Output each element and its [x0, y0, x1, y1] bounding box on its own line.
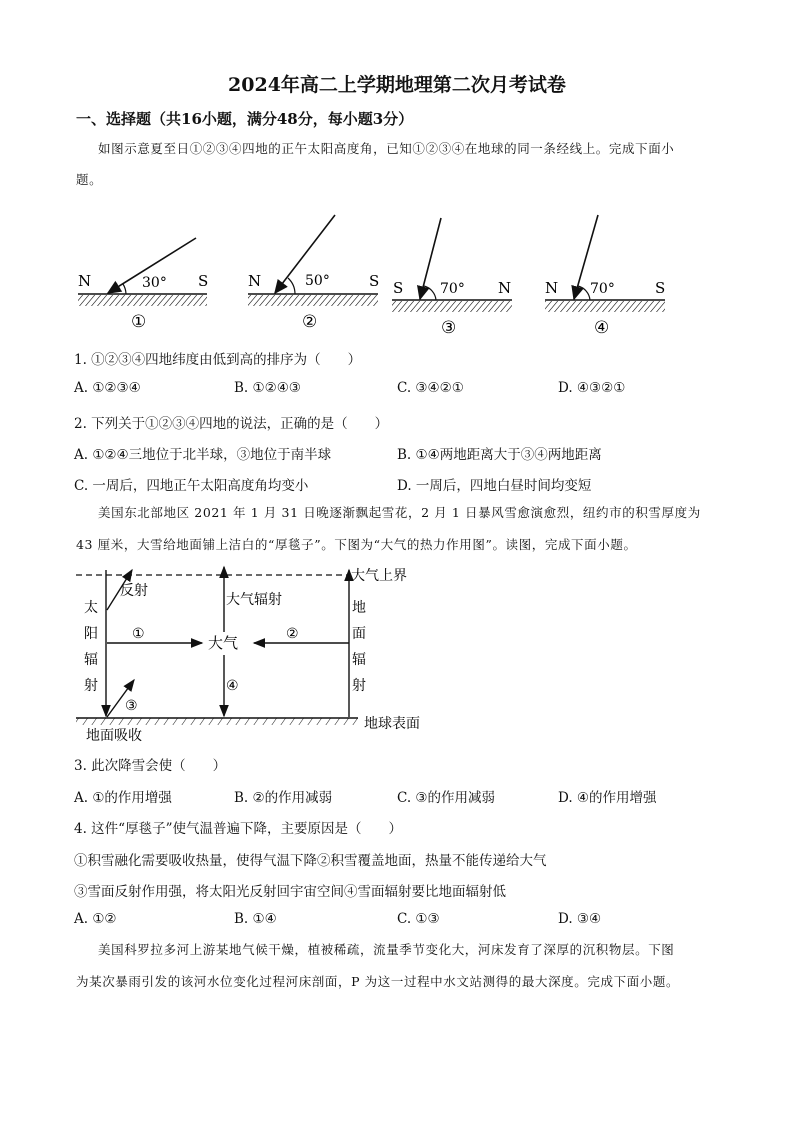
- ground-radiation-char: 地: [352, 600, 366, 616]
- intro-paragraph-3-line-2: 为某次暴雨引发的该河水位变化过程河床剖面，P 为这一过程中水文站测得的最大深度。完成下面小题。: [76, 974, 680, 989]
- angle-label: 50°: [305, 273, 330, 289]
- diagram-number: ②: [302, 312, 318, 332]
- exam-title: 2024年高二上学期地理第二次月考试卷: [228, 74, 566, 96]
- question-1-option-c[interactable]: C. ③④②①: [397, 380, 464, 396]
- atmospheric-radiation-label: 大气辐射: [226, 592, 282, 608]
- question-3-option-b[interactable]: B. ②的作用减弱: [234, 790, 333, 806]
- diagram-number: ①: [131, 312, 147, 332]
- question-3-option-d[interactable]: D. ④的作用增强: [558, 790, 657, 806]
- intro-paragraph-2-line-2: 43 厘米，大雪给地面铺上洁白的“厚毯子”。下图为“大气的热力作用图”。读图，完成下面小题。: [76, 537, 637, 552]
- question-4-option-d[interactable]: D. ③④: [558, 911, 602, 927]
- ground-radiation-char: 面: [352, 626, 366, 642]
- question-3-option-a[interactable]: A. ①的作用增强: [74, 790, 172, 806]
- ground-radiation-char: 射: [352, 678, 366, 694]
- ground-radiation-char: 辐: [352, 652, 366, 668]
- solar-radiation-char: 太: [84, 600, 98, 616]
- direction-right: S: [198, 272, 209, 290]
- atmosphere-heat-diagram: [0, 560, 794, 745]
- arrow-4-label: ④: [226, 678, 239, 694]
- top-boundary-label: 大气上界: [351, 568, 407, 584]
- question-1-option-a[interactable]: A. ①②③④: [74, 380, 141, 396]
- earth-surface-label: 地球表面: [364, 716, 420, 732]
- atmosphere-label: 大气: [208, 634, 239, 652]
- direction-left: N: [78, 272, 92, 290]
- intro-paragraph-2-line-1: 美国东北部地区 2021 年 1 月 31 日晚逐渐飘起雪花，2 月 1 日暴风雪愈演愈烈，纽约市的积雪厚度为: [98, 505, 701, 520]
- sun-angle-diagrams: [0, 200, 794, 340]
- solar-radiation-char: 射: [84, 678, 98, 694]
- question-2-stem: 2. 下列关于①②③④四地的说法，正确的是（ ）: [74, 416, 389, 432]
- direction-right: S: [655, 279, 666, 297]
- solar-radiation-char: 阳: [84, 626, 98, 642]
- angle-label: 70°: [440, 281, 465, 297]
- direction-left: N: [248, 272, 262, 290]
- arrow-3-label: ③: [125, 698, 138, 714]
- question-2-option-b[interactable]: B. ①④两地距离大于③④两地距离: [397, 447, 602, 463]
- question-3-option-c[interactable]: C. ③的作用减弱: [397, 790, 496, 806]
- question-1-option-d[interactable]: D. ④③②①: [558, 380, 626, 396]
- question-1-option-b[interactable]: B. ①②④③: [234, 380, 301, 396]
- question-2-option-c[interactable]: C. 一周后，四地正午太阳高度角均变小: [74, 478, 309, 494]
- intro-paragraph-1-line-2: 题。: [76, 172, 103, 187]
- question-2-option-d[interactable]: D. 一周后，四地白昼时间均变短: [397, 478, 592, 494]
- sun-diagram-1: [78, 238, 208, 332]
- diagram-number: ③: [441, 318, 457, 338]
- intro-paragraph-1-line-1: 如图示意夏至日①②③④四地的正午太阳高度角，已知①②③④在地球的同一条经线上。完成下面小: [98, 141, 675, 156]
- question-4-stem: 4. 这件“厚毯子”使气温普遍下降，主要原因是（ ）: [74, 821, 402, 837]
- question-4-option-c[interactable]: C. ①③: [397, 911, 440, 927]
- question-3-stem: 3. 此次降雪会使（ ）: [74, 758, 227, 774]
- question-1-stem: 1. ①②③④四地纬度由低到高的排序为（ ）: [74, 352, 362, 368]
- arrow-1-label: ①: [132, 626, 145, 642]
- question-4-statement-line-2: ③雪面反射作用强，将太阳光反射回宇宙空间④雪面辐射要比地面辐射低: [74, 884, 506, 900]
- question-2-option-a[interactable]: A. ①②④三地位于北半球，③地位于南半球: [74, 447, 332, 463]
- arrow-2-label: ②: [286, 626, 299, 642]
- reflect-label: 反射: [120, 583, 148, 599]
- question-4-option-b[interactable]: B. ①④: [234, 911, 277, 927]
- direction-left: N: [545, 279, 559, 297]
- sun-ray-arrow: [420, 218, 441, 299]
- angle-label: 30°: [142, 275, 167, 291]
- diagram-number: ④: [594, 318, 610, 338]
- intro-paragraph-3-line-1: 美国科罗拉多河上游某地气候干燥，植被稀疏，流量季节变化大，河床发育了深厚的沉积物层。下图: [98, 942, 675, 957]
- direction-right: N: [498, 279, 512, 297]
- angle-label: 70°: [590, 281, 615, 297]
- direction-left: S: [393, 279, 404, 297]
- sun-diagram-3: [392, 218, 512, 338]
- sun-diagram-4: [545, 215, 665, 338]
- question-4-statement-line-1: ①积雪融化需要吸收热量，使得气温下降②积雪覆盖地面，热量不能传递给大气: [74, 853, 547, 869]
- section-heading: 一、选择题（共16小题，满分48分，每小题3分）: [76, 110, 414, 128]
- question-4-option-a[interactable]: A. ①②: [74, 911, 117, 927]
- direction-right: S: [369, 272, 380, 290]
- solar-radiation-char: 辐: [84, 652, 98, 668]
- sun-diagram-2: [248, 215, 379, 332]
- ground-absorb-label: 地面吸收: [86, 728, 142, 744]
